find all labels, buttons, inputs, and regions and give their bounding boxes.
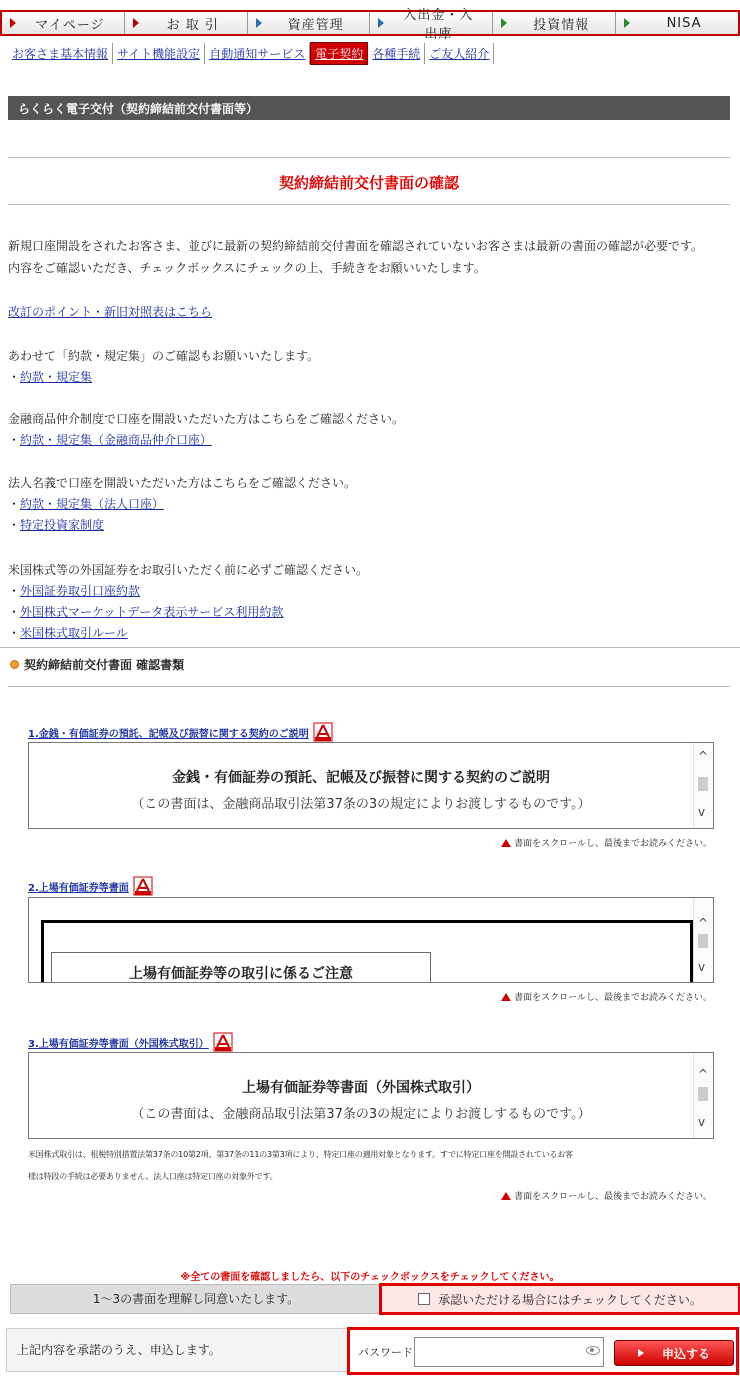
nav-tab-nisa[interactable] [615, 12, 738, 34]
pdf-icon[interactable] [133, 876, 153, 896]
docs-heading [10, 656, 184, 673]
doc-1-subtitle: （この書面は、金融商品取引法第37条の3の規定によりお渡しするものです。） [131, 797, 591, 812]
submit-button[interactable] [614, 1340, 734, 1366]
chevron-down-icon[interactable]: v [698, 960, 706, 974]
agree-checkbox-label: 承認いただける場合にはチェックしてください。 [438, 1292, 702, 1307]
scroll-note-label: 書面をスクロールし、最後までお読みください。 [514, 839, 712, 849]
password-area [347, 1327, 739, 1375]
arrow-right-icon [10, 18, 16, 28]
terms-link[interactable]: 約款・規定集 [20, 370, 93, 384]
agree-row [10, 1284, 732, 1314]
doc-1-viewer[interactable] [28, 742, 714, 829]
nav-tab-assets[interactable] [247, 12, 370, 34]
agree-label: 1～3の書面を理解し同意いたします。 [92, 1292, 300, 1306]
submit-text: 上記内容を承諾のうえ、申込します。 [17, 1343, 221, 1357]
top-nav [0, 8, 740, 42]
sub-nav-e-contract[interactable]: 電子契約 [310, 42, 368, 65]
doc-2-scrollbar[interactable] [693, 898, 713, 982]
chevron-up-icon[interactable]: ^ [698, 1067, 709, 1081]
arrow-right-icon [133, 18, 139, 28]
nav-tab-label: 資産管理 [287, 17, 344, 33]
professional-investor-link[interactable]: 特定投資家制度 [20, 518, 105, 532]
nav-tab-label: マイページ [35, 17, 105, 33]
market-data-terms-link[interactable]: 外国株式マーケットデータ表示サービス利用約款 [20, 605, 284, 619]
corporate-intro: 法人名義で口座を開設いただいた方はこちらをご確認ください。 [8, 476, 357, 490]
submit-row [6, 1328, 734, 1372]
foreign-link-row-2: ・外国株式マーケットデータ表示サービス利用約款 [8, 605, 284, 619]
foreign-stock-tax-note [28, 1144, 718, 1188]
terms-intro: あわせて「約款・規定集」のご確認もお願いいたします。 [8, 349, 320, 363]
chevron-up-icon[interactable]: ^ [698, 916, 709, 930]
agree-checkbox[interactable] [418, 1293, 430, 1305]
nav-tab-trade[interactable] [124, 12, 247, 34]
sub-nav-auto-notify[interactable]: 自動通知サービス [205, 43, 310, 64]
arrow-right-icon [378, 18, 384, 28]
section-title-bar: らくらく電子交付（契約締結前交付書面等） [8, 96, 730, 120]
doc-3-title: 上場有価証券等書面（外国株式取引） [242, 1080, 480, 1096]
page-title: 契約締結前交付書面の確認 [278, 174, 459, 192]
scroll-thumb[interactable] [698, 1087, 708, 1101]
sub-nav-procedures[interactable]: 各種手続 [368, 43, 425, 64]
password-label: パスワード [358, 1346, 413, 1359]
foreign-stock-tax-note-line-1: 米国株式取引は、租税特別措置法第37条の10第2項、第37条の11の3第3項により、特定口座の適用対象となります。すでに特定口座を開設されているお客 [28, 1150, 573, 1159]
doc-1-link-label: 1.金銭・有価証券の預託、記帳及び振替に関する契約のご説明 [28, 728, 309, 740]
doc-3-link-label: 3.上場有価証券等書面（外国株式取引） [28, 1038, 209, 1050]
arrow-right-icon [256, 18, 262, 28]
revision-link[interactable]: 改訂のポイント・新旧対照表はこちら [8, 305, 213, 319]
doc-2-scroll-note [501, 990, 712, 1003]
nav-tab-label: お 取 引 [166, 17, 219, 33]
sub-nav [8, 42, 494, 64]
arrow-right-icon [501, 18, 507, 28]
intermediary-link[interactable]: 約款・規定集（金融商品仲介口座） [20, 433, 213, 447]
foreign-account-terms-link[interactable]: 外国証券取引口座約款 [20, 584, 141, 598]
corporate-link-row-1: ・約款・規定集（法人口座） [8, 497, 165, 511]
warning-icon [501, 839, 511, 847]
doc-2-content [29, 898, 693, 982]
confirm-notice: ※全ての書面を確認しましたら、以下のチェックボックスをチェックしてください。 [180, 1272, 560, 1283]
doc-1-title: 金銭・有価証券の預託、記帳及び振替に関する契約のご説明 [172, 770, 550, 786]
arrow-right-icon [624, 18, 630, 28]
intro-line-1: 新規口座開設をされたお客さま、並びに最新の契約締結前交付書面を確認されていないお客さまは最新の書面の確認が必要です。 [8, 239, 704, 253]
doc-2-title: 上場有価証券等の取引に係るご注意 [51, 952, 431, 983]
corporate-terms-link[interactable]: 約款・規定集（法人口座） [20, 497, 165, 511]
foreign-link-row-3: ・米国株式取引ルール [8, 626, 128, 640]
doc-1-content [29, 743, 693, 828]
intermediary-intro: 金融商品仲介制度で口座を開設いただいた方はこちらをご確認ください。 [8, 412, 405, 426]
doc-3-viewer[interactable] [28, 1052, 714, 1139]
agree-checkbox-area[interactable] [379, 1283, 740, 1315]
divider [8, 204, 730, 205]
divider [8, 686, 730, 687]
scroll-thumb[interactable] [698, 777, 708, 791]
doc-2-viewer[interactable] [28, 897, 714, 983]
nav-tab-label: NISA [666, 15, 702, 31]
bullet-icon [10, 660, 19, 669]
divider [0, 647, 740, 648]
us-stock-rules-link[interactable]: 米国株式取引ルール [20, 626, 128, 640]
scroll-note-label: 書面をスクロールし、最後までお読みください。 [514, 1192, 712, 1202]
intermediary-link-row: ・約款・規定集（金融商品仲介口座） [8, 433, 213, 447]
sub-nav-referral[interactable]: ご友人紹介 [425, 43, 494, 64]
intro-line-2: 内容をご確認いただき、チェックボックスにチェックの上、手続きをお願いいたします。 [8, 261, 486, 275]
chevron-down-icon[interactable]: v [698, 1115, 706, 1129]
nav-tab-mypage[interactable] [2, 12, 124, 34]
nav-tab-deposit[interactable] [369, 8, 492, 42]
warning-icon [501, 993, 511, 1001]
sub-nav-site-settings[interactable]: サイト機能設定 [113, 43, 205, 64]
foreign-link-row-1: ・外国証券取引口座約款 [8, 584, 141, 598]
nav-tab-label: 入出金・入出庫 [403, 8, 474, 42]
terms-link-row: ・約款・規定集 [8, 370, 93, 384]
doc-1-scroll-note [501, 836, 712, 849]
sub-nav-customer-info[interactable]: お客さま基本情報 [8, 43, 113, 64]
doc-3-scroll-note [501, 1189, 712, 1202]
arrow-right-icon [638, 1349, 644, 1357]
doc-2-link[interactable] [28, 876, 153, 896]
warning-icon [501, 1192, 511, 1200]
doc-3-scrollbar[interactable] [693, 1053, 713, 1138]
pdf-icon[interactable] [313, 722, 333, 742]
chevron-down-icon[interactable]: v [698, 805, 706, 819]
password-input[interactable] [414, 1337, 604, 1367]
doc-3-subtitle: （この書面は、金融商品取引法第37条の3の規定によりお渡しするものです。） [131, 1107, 591, 1122]
nav-tab-invest-info[interactable] [492, 12, 615, 34]
pdf-icon[interactable] [213, 1032, 233, 1052]
docs-heading-label: 契約締結前交付書面 確認書類 [24, 658, 185, 672]
chevron-up-icon[interactable]: ^ [698, 749, 709, 763]
doc-1-scrollbar[interactable] [693, 743, 713, 828]
foreign-intro: 米国株式等の外国証券をお取引いただく前に必ずご確認ください。 [8, 563, 369, 577]
corporate-link-row-2: ・特定投資家制度 [8, 518, 105, 532]
scroll-note-label: 書面をスクロールし、最後までお読みください。 [514, 993, 712, 1003]
eye-icon[interactable] [586, 1346, 600, 1355]
nav-tab-label: 投資情報 [533, 17, 590, 33]
doc-3-content [29, 1053, 693, 1138]
foreign-stock-tax-note-line-2: 様は特段の手続は必要ありません。法人口座は特定口座の対象外です。 [28, 1172, 278, 1181]
scroll-thumb[interactable] [698, 934, 708, 948]
doc-1-link[interactable] [28, 722, 333, 742]
divider [8, 157, 730, 158]
doc-3-link[interactable] [28, 1032, 233, 1052]
doc-2-link-label: 2.上場有価証券等書面 [28, 882, 129, 894]
submit-button-label: 申込する [661, 1346, 710, 1361]
